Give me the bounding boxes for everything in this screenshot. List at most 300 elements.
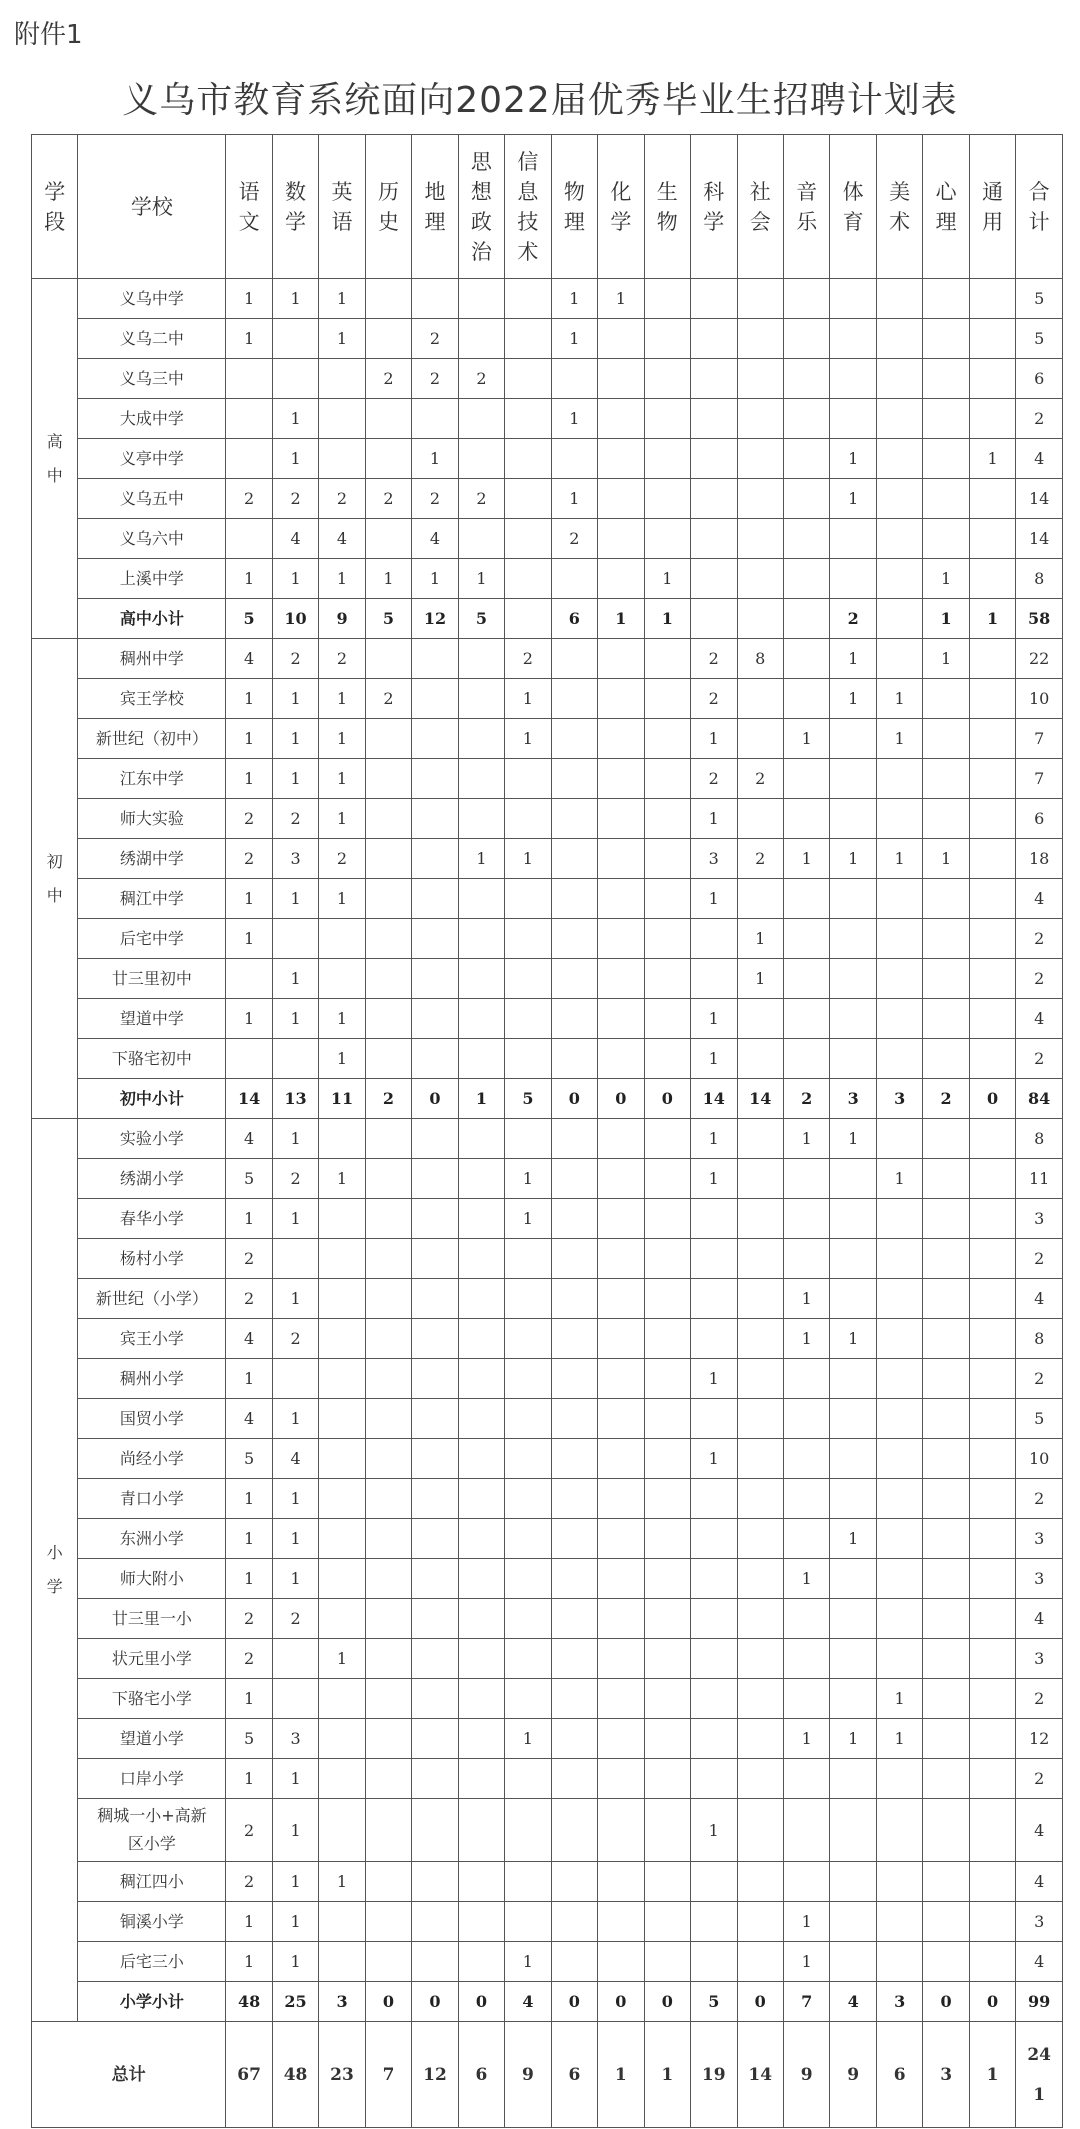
count-cell (365, 1359, 411, 1399)
count-cell (830, 1479, 876, 1519)
school-name: 新世纪（初中） (78, 719, 226, 759)
subtotal-cell (691, 599, 737, 639)
count-cell (876, 1199, 922, 1239)
school-name: 实验小学 (78, 1119, 226, 1159)
count-cell (830, 359, 876, 399)
count-cell: 2 (226, 1799, 272, 1862)
count-cell: 1 (783, 719, 829, 759)
count-cell (969, 1759, 1015, 1799)
count-cell: 2 (272, 639, 318, 679)
table-row (32, 1599, 1063, 1639)
table-row (32, 1119, 1063, 1159)
count-cell (830, 959, 876, 999)
count-cell (923, 919, 969, 959)
row-total: 4 (1016, 1799, 1063, 1862)
count-cell (737, 1862, 783, 1902)
count-cell (969, 1119, 1015, 1159)
row-total: 7 (1016, 719, 1063, 759)
count-cell (830, 1039, 876, 1079)
table-row (32, 559, 1063, 599)
school-name: 义乌五中 (78, 479, 226, 519)
subtotal-cell: 13 (272, 1079, 318, 1119)
count-cell (319, 1359, 365, 1399)
grand-total-cell: 48 (272, 2022, 318, 2128)
grand-total-cell: 9 (505, 2022, 551, 2128)
subtotal-cell: 0 (737, 1982, 783, 2022)
count-cell (598, 1559, 644, 1599)
count-cell (272, 1239, 318, 1279)
count-cell: 1 (551, 479, 597, 519)
count-cell (319, 1279, 365, 1319)
count-cell: 1 (272, 1799, 318, 1862)
count-cell (830, 1759, 876, 1799)
subtotal-cell: 5 (691, 1982, 737, 2022)
count-cell: 5 (226, 1159, 272, 1199)
count-cell (365, 519, 411, 559)
subtotal-cell: 4 (830, 1982, 876, 2022)
count-cell: 1 (691, 1439, 737, 1479)
row-total: 8 (1016, 1319, 1063, 1359)
count-cell (412, 1279, 458, 1319)
count-cell: 2 (365, 359, 411, 399)
count-cell (876, 1119, 922, 1159)
count-cell (505, 959, 551, 999)
school-name: 宾王小学 (78, 1319, 226, 1359)
header-row (32, 135, 1063, 279)
count-cell (365, 1559, 411, 1599)
subtotal-cell: 12 (412, 599, 458, 639)
row-total: 5 (1016, 279, 1063, 319)
count-cell (272, 919, 318, 959)
count-cell (365, 1439, 411, 1479)
count-cell (458, 1759, 504, 1799)
count-cell (923, 1399, 969, 1439)
row-total: 2 (1016, 399, 1063, 439)
count-cell: 1 (969, 439, 1015, 479)
count-cell (783, 679, 829, 719)
subtotal-cell: 0 (969, 1079, 1015, 1119)
count-cell (876, 519, 922, 559)
count-cell: 1 (319, 1159, 365, 1199)
count-cell (551, 639, 597, 679)
count-cell (691, 479, 737, 519)
count-cell (783, 1639, 829, 1679)
count-cell (923, 879, 969, 919)
count-cell: 1 (319, 1039, 365, 1079)
row-total: 6 (1016, 799, 1063, 839)
row-total: 6 (1016, 359, 1063, 399)
count-cell (412, 1639, 458, 1679)
count-cell (876, 1319, 922, 1359)
count-cell (458, 1439, 504, 1479)
count-cell (412, 1399, 458, 1439)
count-cell: 1 (830, 679, 876, 719)
count-cell (551, 559, 597, 599)
count-cell (505, 1239, 551, 1279)
subtotal-cell: 0 (644, 1079, 690, 1119)
count-cell (412, 1862, 458, 1902)
count-cell (923, 519, 969, 559)
count-cell (644, 959, 690, 999)
count-cell (412, 679, 458, 719)
count-cell (319, 1942, 365, 1982)
count-cell (458, 1039, 504, 1079)
count-cell: 1 (272, 439, 318, 479)
count-cell (505, 319, 551, 359)
count-cell: 1 (876, 839, 922, 879)
count-cell (505, 919, 551, 959)
count-cell (365, 279, 411, 319)
count-cell (691, 1679, 737, 1719)
count-cell: 2 (319, 839, 365, 879)
count-cell: 4 (226, 1399, 272, 1439)
count-cell (505, 759, 551, 799)
count-cell (551, 359, 597, 399)
count-cell: 2 (272, 479, 318, 519)
count-cell: 2 (272, 799, 318, 839)
school-name: 师大实验 (78, 799, 226, 839)
count-cell (412, 1479, 458, 1519)
school-name: 稠州中学 (78, 639, 226, 679)
table-row (32, 719, 1063, 759)
table-row (32, 399, 1063, 439)
count-cell (644, 879, 690, 919)
grand-total-cell: 9 (783, 2022, 829, 2128)
row-total: 2 (1016, 1679, 1063, 1719)
count-cell (365, 319, 411, 359)
school-name: 后宅中学 (78, 919, 226, 959)
count-cell (969, 1239, 1015, 1279)
count-cell (551, 1719, 597, 1759)
count-cell (226, 439, 272, 479)
count-cell: 1 (272, 679, 318, 719)
count-cell: 1 (691, 879, 737, 919)
count-cell (876, 959, 922, 999)
count-cell: 1 (737, 959, 783, 999)
count-cell (644, 1759, 690, 1799)
count-cell (551, 1159, 597, 1199)
count-cell (365, 1942, 411, 1982)
count-cell (598, 1519, 644, 1559)
count-cell (598, 1439, 644, 1479)
count-cell: 2 (272, 1319, 318, 1359)
subtotal-cell (737, 599, 783, 639)
count-cell (737, 479, 783, 519)
count-cell (644, 1902, 690, 1942)
school-name: 稠城一小+高新区小学 (78, 1799, 226, 1862)
grand-total-cell: 19 (691, 2022, 737, 2128)
count-cell (365, 1862, 411, 1902)
count-cell (644, 919, 690, 959)
count-cell: 2 (412, 359, 458, 399)
grand-total-cell: 12 (412, 2022, 458, 2128)
count-cell (969, 839, 1015, 879)
count-cell: 2 (458, 479, 504, 519)
count-cell: 1 (319, 1862, 365, 1902)
count-cell (691, 1279, 737, 1319)
count-cell (365, 1719, 411, 1759)
grand-total-label: 总计 (32, 2022, 226, 2128)
subtotal-row (32, 1079, 1063, 1119)
school-name: 上溪中学 (78, 559, 226, 599)
count-cell (969, 319, 1015, 359)
count-cell (598, 959, 644, 999)
count-cell (505, 1359, 551, 1399)
count-cell: 1 (272, 399, 318, 439)
count-cell: 3 (272, 1719, 318, 1759)
count-cell: 1 (272, 1759, 318, 1799)
school-name: 青口小学 (78, 1479, 226, 1519)
count-cell (598, 1399, 644, 1439)
count-cell: 2 (226, 799, 272, 839)
count-cell (365, 1679, 411, 1719)
count-cell (412, 1759, 458, 1799)
count-cell (876, 1479, 922, 1519)
count-cell (876, 999, 922, 1039)
count-cell: 1 (783, 1942, 829, 1982)
count-cell (412, 1902, 458, 1942)
school-name: 望道小学 (78, 1719, 226, 1759)
subtotal-row (32, 599, 1063, 639)
count-cell (923, 1599, 969, 1639)
count-cell (830, 1439, 876, 1479)
count-cell (737, 1759, 783, 1799)
table-row (32, 359, 1063, 399)
count-cell (969, 1942, 1015, 1982)
count-cell (830, 1599, 876, 1639)
header-school: 学校 (78, 135, 226, 279)
count-cell: 5 (226, 1439, 272, 1479)
count-cell: 1 (226, 1902, 272, 1942)
count-cell (969, 519, 1015, 559)
count-cell (412, 959, 458, 999)
count-cell (737, 1239, 783, 1279)
grand-total-cell: 1 (598, 2022, 644, 2128)
table-row (32, 1862, 1063, 1902)
header-subject: 历史 (365, 135, 411, 279)
count-cell (505, 879, 551, 919)
count-cell (365, 1639, 411, 1679)
count-cell (551, 1559, 597, 1599)
count-cell (876, 1942, 922, 1982)
subtotal-cell: 0 (365, 1982, 411, 2022)
count-cell: 1 (319, 999, 365, 1039)
table-row (32, 1319, 1063, 1359)
count-cell (365, 1902, 411, 1942)
count-cell (969, 1862, 1015, 1902)
count-cell (876, 399, 922, 439)
count-cell (226, 519, 272, 559)
count-cell (412, 1239, 458, 1279)
count-cell (783, 759, 829, 799)
count-cell: 1 (272, 719, 318, 759)
subtotal-cell: 10 (272, 599, 318, 639)
count-cell (644, 1399, 690, 1439)
count-cell (923, 1039, 969, 1079)
header-subject: 思想政治 (458, 135, 504, 279)
count-cell (691, 519, 737, 559)
count-cell (830, 1862, 876, 1902)
table-row (32, 639, 1063, 679)
count-cell (923, 719, 969, 759)
count-cell (319, 1799, 365, 1862)
count-cell (458, 879, 504, 919)
table-row (32, 1799, 1063, 1862)
count-cell (969, 1399, 1015, 1439)
count-cell (644, 639, 690, 679)
count-cell (319, 399, 365, 439)
count-cell: 1 (226, 1759, 272, 1799)
count-cell (644, 999, 690, 1039)
count-cell (923, 479, 969, 519)
count-cell (458, 399, 504, 439)
count-cell (830, 1399, 876, 1439)
count-cell (876, 639, 922, 679)
count-cell (783, 1862, 829, 1902)
count-cell (412, 639, 458, 679)
count-cell (598, 1479, 644, 1519)
count-cell (319, 1759, 365, 1799)
count-cell (644, 479, 690, 519)
row-total: 3 (1016, 1902, 1063, 1942)
row-total: 2 (1016, 1239, 1063, 1279)
count-cell (412, 1159, 458, 1199)
grand-total-cell: 6 (551, 2022, 597, 2128)
count-cell (737, 1359, 783, 1399)
count-cell (598, 399, 644, 439)
header-subject: 化学 (598, 135, 644, 279)
count-cell (830, 1159, 876, 1199)
header-subject: 英语 (319, 135, 365, 279)
count-cell (365, 759, 411, 799)
table-row (32, 1199, 1063, 1239)
count-cell (969, 359, 1015, 399)
count-cell: 4 (272, 519, 318, 559)
row-total: 4 (1016, 1279, 1063, 1319)
header-subject: 数学 (272, 135, 318, 279)
count-cell: 1 (876, 719, 922, 759)
count-cell (319, 1519, 365, 1559)
count-cell: 4 (226, 1119, 272, 1159)
count-cell (876, 359, 922, 399)
row-total: 2 (1016, 1039, 1063, 1079)
count-cell (365, 439, 411, 479)
count-cell (365, 1399, 411, 1439)
count-cell (783, 1199, 829, 1239)
count-cell (923, 399, 969, 439)
table-row (32, 1439, 1063, 1479)
count-cell: 1 (272, 959, 318, 999)
count-cell: 1 (272, 1862, 318, 1902)
subtotal-cell: 0 (598, 1079, 644, 1119)
count-cell: 1 (505, 719, 551, 759)
count-cell (551, 1599, 597, 1639)
count-cell (551, 879, 597, 919)
count-cell: 1 (644, 559, 690, 599)
count-cell: 1 (226, 1942, 272, 1982)
count-cell (458, 1319, 504, 1359)
count-cell (691, 1399, 737, 1439)
grand-total-cell: 9 (830, 2022, 876, 2128)
count-cell (876, 1862, 922, 1902)
count-cell (737, 359, 783, 399)
count-cell (644, 359, 690, 399)
header-subject: 社会 (737, 135, 783, 279)
count-cell (598, 1199, 644, 1239)
table-row (32, 1399, 1063, 1439)
count-cell (505, 1039, 551, 1079)
count-cell (923, 1639, 969, 1679)
count-cell (969, 679, 1015, 719)
count-cell (458, 679, 504, 719)
header-subject: 地理 (412, 135, 458, 279)
school-name: 义乌中学 (78, 279, 226, 319)
count-cell (365, 1159, 411, 1199)
count-cell (412, 839, 458, 879)
count-cell (551, 919, 597, 959)
count-cell (551, 1399, 597, 1439)
table-row (32, 1479, 1063, 1519)
subtotal-cell: 0 (458, 1982, 504, 2022)
count-cell: 1 (412, 439, 458, 479)
count-cell: 2 (226, 1862, 272, 1902)
count-cell (319, 1559, 365, 1599)
count-cell (644, 1279, 690, 1319)
count-cell (830, 1639, 876, 1679)
count-cell (830, 1902, 876, 1942)
count-cell (783, 1239, 829, 1279)
count-cell (505, 1399, 551, 1439)
count-cell (365, 879, 411, 919)
count-cell (737, 1319, 783, 1359)
row-total: 4 (1016, 879, 1063, 919)
count-cell (830, 1199, 876, 1239)
subtotal-cell: 5 (365, 599, 411, 639)
count-cell (644, 1159, 690, 1199)
count-cell (830, 279, 876, 319)
count-cell (737, 559, 783, 599)
count-cell: 1 (272, 759, 318, 799)
subtotal-cell: 3 (830, 1079, 876, 1119)
count-cell (412, 1359, 458, 1399)
count-cell (551, 1862, 597, 1902)
attachment-label: 附件1 (14, 20, 83, 50)
subtotal-cell: 2 (783, 1079, 829, 1119)
count-cell (644, 1039, 690, 1079)
count-cell (412, 759, 458, 799)
grand-total-cell: 14 (737, 2022, 783, 2128)
count-cell (598, 1119, 644, 1159)
subtotal-cell: 3 (876, 1079, 922, 1119)
count-cell (365, 1799, 411, 1862)
count-cell (598, 1359, 644, 1399)
count-cell (830, 1679, 876, 1719)
header-stage: 学段 (32, 135, 78, 279)
count-cell: 1 (272, 1479, 318, 1519)
count-cell (458, 1119, 504, 1159)
count-cell (365, 1759, 411, 1799)
school-name: 绣湖中学 (78, 839, 226, 879)
grand-total-cell: 23 (319, 2022, 365, 2128)
count-cell (830, 1799, 876, 1862)
count-cell (644, 1862, 690, 1902)
count-cell (876, 1639, 922, 1679)
count-cell: 1 (319, 719, 365, 759)
count-cell (412, 1679, 458, 1719)
count-cell (969, 399, 1015, 439)
count-cell (783, 279, 829, 319)
count-cell: 2 (319, 639, 365, 679)
